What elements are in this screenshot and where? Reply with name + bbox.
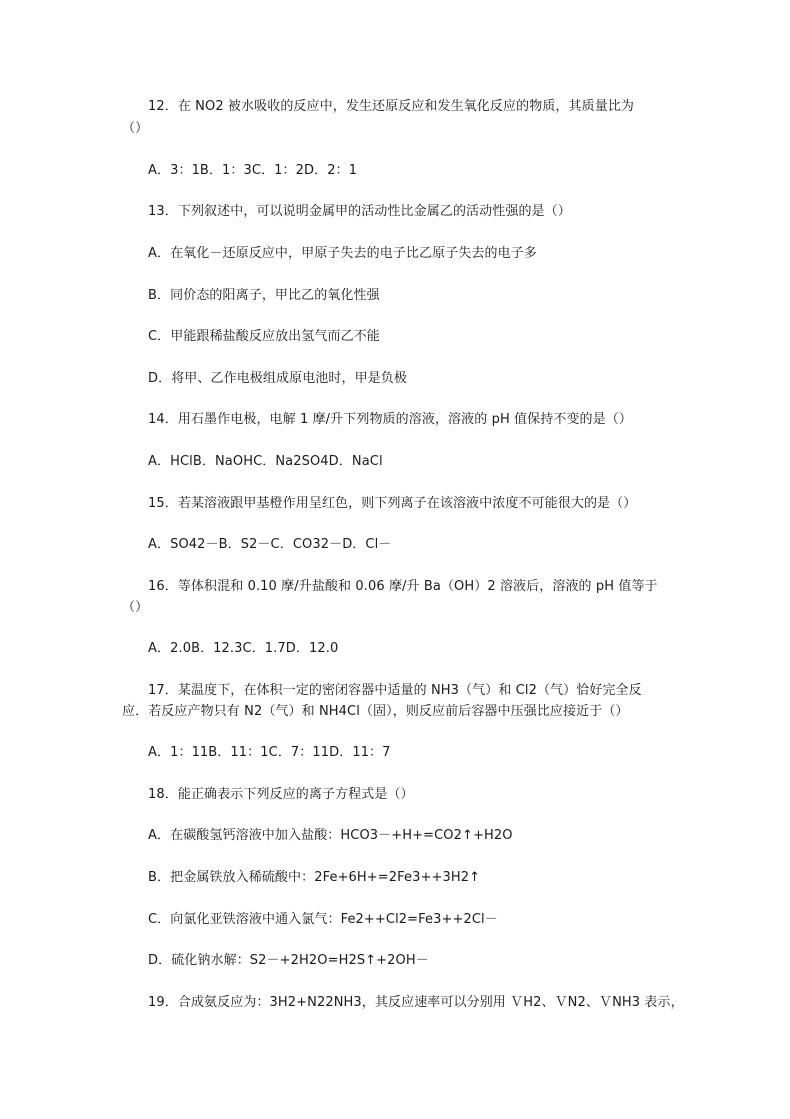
question-14-options: A．HClB．NaOHC．Na2SO4D．NaCl [148, 454, 383, 469]
question-13-option-a: A．在氧化－还原反应中，甲原子失去的电子比乙原子失去的电子多 [148, 246, 537, 261]
question-18-stem: 18．能正确表示下列反应的离子方程式是（） [148, 787, 414, 802]
question-18-option-c: C．向氯化亚铁溶液中通入氯气：Fe2++Cl2=Fe3++2Cl－ [148, 912, 498, 927]
question-12-options: A．3：1B．1：3C．1：2D．2：1 [148, 163, 358, 178]
question-17-stem-cont: 应．若反应产物只有 N2（气）和 NH4Cl（固），则反应前后容器中压强比应接近于（） [122, 704, 629, 719]
question-13-option-b: B．同价态的阳离子，甲比乙的氧化性强 [148, 288, 380, 303]
question-18-option-d: D．硫化钠水解：S2－+2H2O=H2S↑+2OH－ [148, 953, 429, 968]
question-13-option-c: C．甲能跟稀盐酸反应放出氢气而乙不能 [148, 329, 380, 344]
question-13-stem: 13．下列叙述中，可以说明金属甲的活动性比金属乙的活动性强的是（） [148, 204, 571, 219]
question-15-options: A．SO42－B．S2－C．CO32－D．Cl－ [148, 537, 392, 552]
question-15-stem: 15．若某溶液跟甲基橙作用呈红色，则下列离子在该溶液中浓度不可能很大的是（） [148, 496, 637, 511]
question-17-options: A．1：11B．11：1C．7：11D．11：7 [148, 745, 391, 760]
question-16-options: A．2.0B．12.3C．1.7D．12.0 [148, 641, 339, 656]
question-19-stem: 19．合成氨反应为：3H2+N22NH3，其反应速率可以分别用 ＶH2、ＶN2、ＶNH3 表示， [148, 995, 684, 1010]
question-13-option-d: D．将甲、乙作电极组成原电池时，甲是负极 [148, 371, 408, 386]
question-14-stem: 14．用石墨作电极，电解 1 摩/升下列物质的溶液，溶液的 pH 值保持不变的是（） [148, 412, 632, 427]
question-17-stem: 17．某温度下，在体积一定的密闭容器中适量的 NH3（气）和 Cl2（气）恰好完全反 [148, 683, 642, 698]
question-18-option-b: B．把金属铁放入稀硫酸中：2Fe+6H+=2Fe3++3H2↑ [148, 870, 481, 885]
question-16-stem: 16．等体积混和 0.10 摩/升盐酸和 0.06 摩/升 Ba（OH）2 溶液后，溶液的 pH 值等于 [148, 579, 658, 594]
question-12-stem-cont: （） [122, 121, 149, 136]
question-16-stem-cont: （） [122, 600, 149, 615]
question-12-stem: 12．在 NO2 被水吸收的反应中，发生还原反应和发生氧化反应的物质，其质量比为 [148, 99, 635, 114]
question-18-option-a: A．在碳酸氢钙溶液中加入盐酸：HCO3－+H+=CO2↑+H2O [148, 828, 513, 843]
